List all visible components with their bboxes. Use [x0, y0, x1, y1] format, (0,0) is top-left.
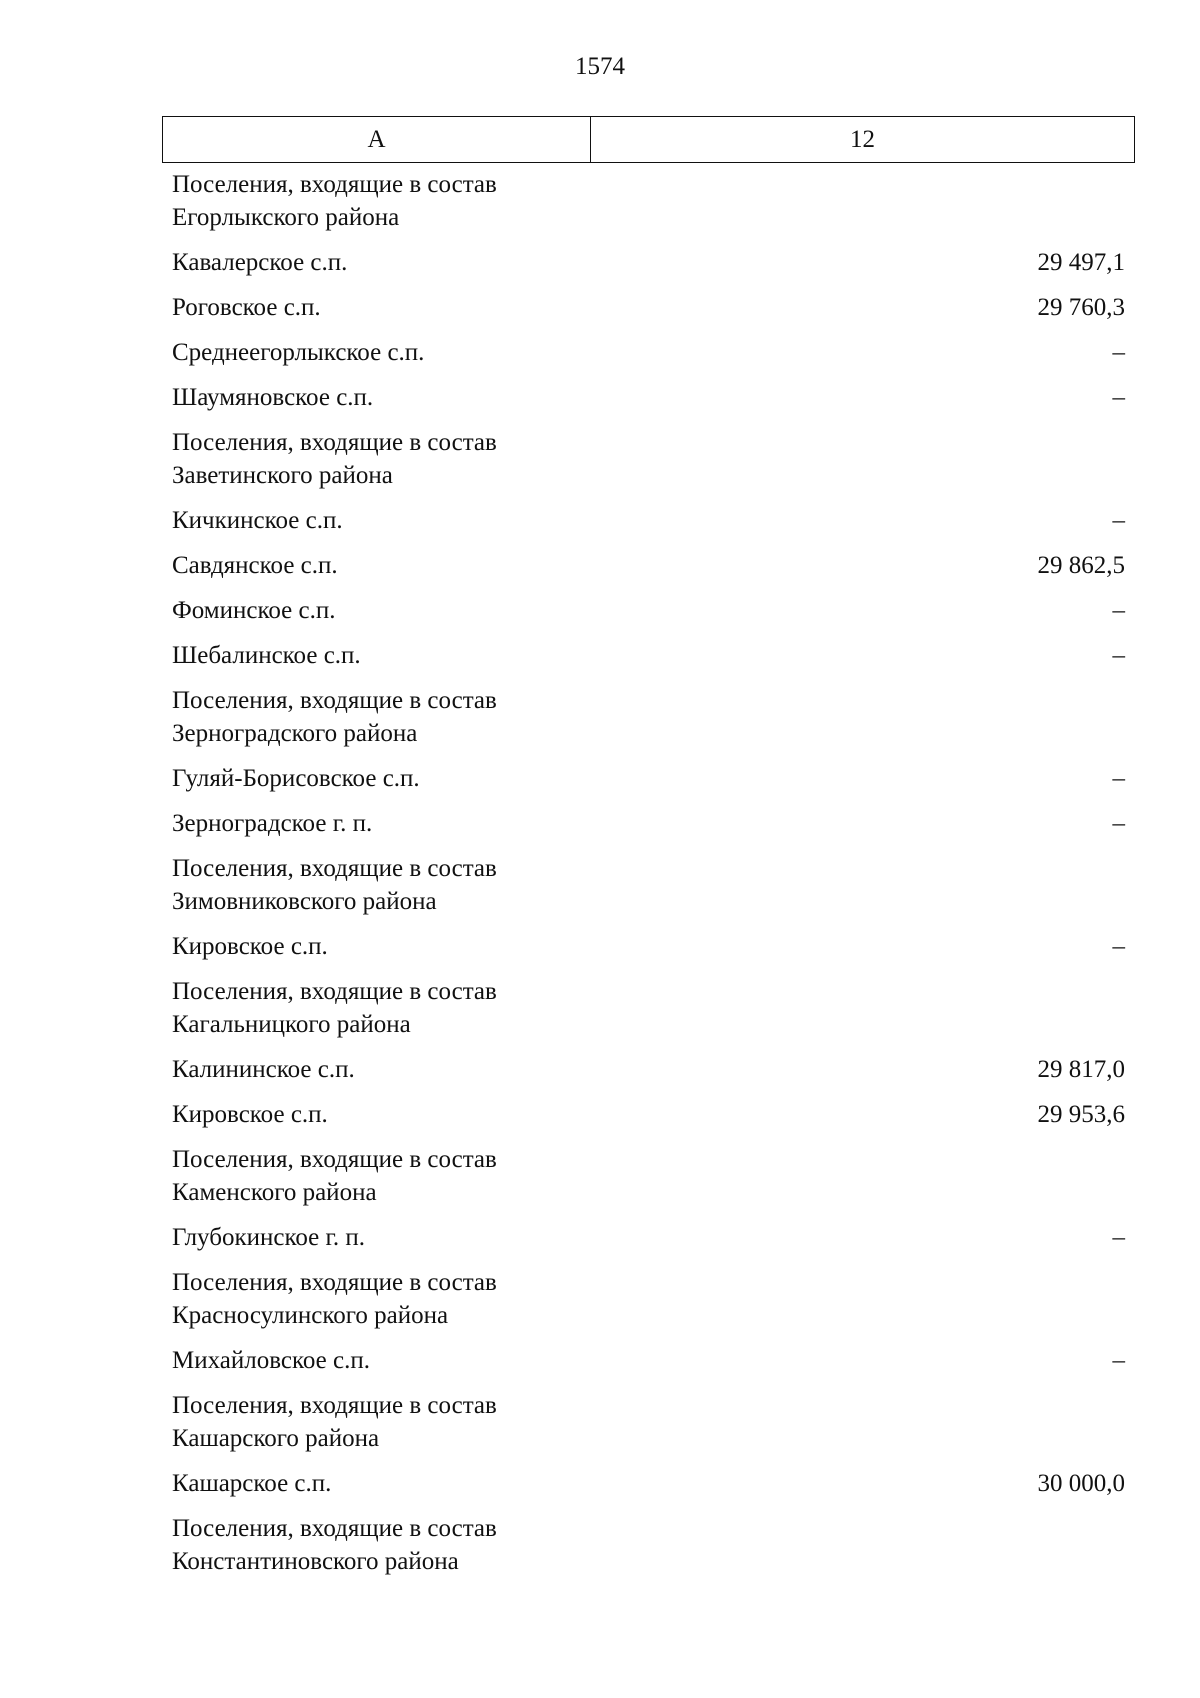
settlement-name: Кичкинское с.п.	[172, 507, 343, 534]
group-label: Поселения, входящие в состав Егорлыкского района	[172, 171, 497, 231]
settlement-name: Кавалерское с.п.	[172, 249, 348, 276]
row-value: –	[1112, 765, 1125, 792]
group-header-row	[172, 168, 1125, 234]
settlement-name: Шаумяновское с.п.	[172, 384, 374, 411]
row-value: –	[1112, 810, 1125, 837]
settlement-name: Кировское с.п.	[172, 1101, 328, 1128]
row-value: 29 497,1	[1037, 249, 1125, 276]
group-header-row	[172, 426, 1125, 492]
group-label: Поселения, входящие в состав Кагальницкого района	[172, 978, 497, 1038]
group-label: Поселения, входящие в состав Заветинского района	[172, 429, 497, 489]
table-header	[162, 116, 1135, 163]
group-header-row	[172, 975, 1125, 1041]
table-row	[172, 1467, 1125, 1500]
table-row	[172, 762, 1125, 795]
page-number: 1574	[575, 53, 625, 80]
column-header-12: 12	[850, 125, 875, 153]
group-header-row	[172, 852, 1125, 918]
group-label: Поселения, входящие в состав Константиновского района	[172, 1515, 497, 1575]
group-header-row	[172, 1389, 1125, 1455]
row-value: –	[1112, 384, 1125, 411]
group-label: Поселения, входящие в состав Каменского района	[172, 1146, 497, 1206]
group-label: Поселения, входящие в состав Красносулинского района	[172, 1269, 497, 1329]
settlement-name: Шебалинское с.п.	[172, 642, 361, 669]
row-value: –	[1112, 1347, 1125, 1374]
row-value: 29 760,3	[1037, 294, 1125, 321]
row-value: 29 862,5	[1037, 552, 1125, 579]
settlement-name: Кашарское с.п.	[172, 1470, 332, 1497]
group-header-row	[172, 1143, 1125, 1209]
table-row	[172, 594, 1125, 627]
row-value: 29 817,0	[1037, 1056, 1125, 1083]
settlement-name: Среднеегорлыкское с.п.	[172, 339, 425, 366]
column-header-a: А	[163, 117, 591, 162]
table-row	[172, 246, 1125, 279]
group-label: Поселения, входящие в состав Зерноградского района	[172, 687, 497, 747]
row-value: –	[1112, 507, 1125, 534]
table-row	[172, 381, 1125, 414]
group-header-row	[172, 684, 1125, 750]
row-value: –	[1112, 642, 1125, 669]
row-value: 30 000,0	[1037, 1470, 1125, 1497]
table-row	[172, 807, 1125, 840]
settlement-name: Кировское с.п.	[172, 933, 328, 960]
table-row	[172, 930, 1125, 963]
table-row	[172, 291, 1125, 324]
table-body	[172, 168, 1125, 1590]
table-row	[172, 549, 1125, 582]
settlement-name: Фоминское с.п.	[172, 597, 336, 624]
group-label: Поселения, входящие в состав Зимовниковского района	[172, 855, 497, 915]
settlement-name: Калининское с.п.	[172, 1056, 355, 1083]
settlement-name: Роговское с.п.	[172, 294, 321, 321]
row-value: –	[1112, 597, 1125, 624]
settlement-name: Савдянское с.п.	[172, 552, 338, 579]
row-value: –	[1112, 1224, 1125, 1251]
table-row	[172, 336, 1125, 369]
group-label: Поселения, входящие в состав Кашарского района	[172, 1392, 497, 1452]
table-row	[172, 1098, 1125, 1131]
row-value: –	[1112, 933, 1125, 960]
settlement-name: Михайловское с.п.	[172, 1347, 370, 1374]
table-row	[172, 1221, 1125, 1254]
table-row	[172, 504, 1125, 537]
row-value: 29 953,6	[1037, 1101, 1125, 1128]
settlement-name: Глубокинское г. п.	[172, 1224, 366, 1251]
table-row	[172, 1344, 1125, 1377]
table-row	[172, 639, 1125, 672]
group-header-row	[172, 1512, 1125, 1578]
settlement-name: Зерноградское г. п.	[172, 810, 373, 837]
group-header-row	[172, 1266, 1125, 1332]
row-value: –	[1112, 339, 1125, 366]
settlement-name: Гуляй-Борисовское с.п.	[172, 765, 420, 792]
table-row	[172, 1053, 1125, 1086]
